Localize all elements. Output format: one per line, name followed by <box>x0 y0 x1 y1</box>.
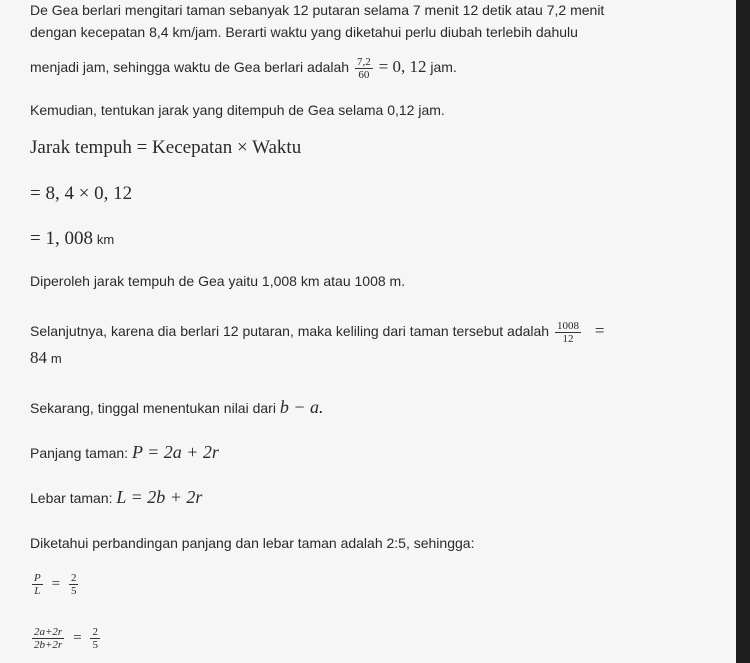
formula-step-2 <box>30 228 114 250</box>
ratio-p-over-l <box>32 572 43 597</box>
width-formula: L = 2b + 2r <box>116 487 203 507</box>
formula-step-2-unit: km <box>96 232 115 247</box>
dark-page-edge <box>736 0 750 663</box>
ratio-expression-numerator: 2a+2r <box>34 626 63 638</box>
ratio-expression <box>32 626 64 651</box>
time-fraction-numerator: 7,2 <box>356 56 371 68</box>
ratio-two-fifths-1 <box>69 572 79 597</box>
text-line-10 <box>30 348 62 368</box>
ratio-l: L <box>34 585 41 597</box>
b-minus-a: b − a. <box>279 397 324 417</box>
time-unit: jam. <box>430 59 457 76</box>
formula-step-2-value: = 1, 008 <box>30 228 93 249</box>
ratio-denominator-1: 5 <box>70 585 77 597</box>
ratio-numerator-1: 2 <box>70 572 77 584</box>
time-fraction <box>355 56 373 81</box>
ratio-two-fifths-2 <box>90 626 100 651</box>
length-label: Panjang taman: <box>30 445 129 461</box>
perimeter-fraction-numerator: 1008 <box>556 320 579 332</box>
text-line-4: Kemudian, tentukan jarak yang ditempuh de Gea selama 0,12 jam. <box>30 102 445 118</box>
perimeter-value: 84 <box>30 348 47 367</box>
text-line-3 <box>30 56 457 81</box>
formula-step-1: = 8, 4 × 0, 12 <box>30 183 133 204</box>
width-label: Lebar taman: <box>30 490 113 506</box>
ratio-equals-2: = <box>73 630 82 647</box>
text-line-12 <box>30 442 219 463</box>
length-formula: P = 2a + 2r <box>131 442 219 462</box>
text-line-14: Diketahui perbandingan panjang dan lebar taman adalah 2:5, sehingga: <box>30 535 475 551</box>
ratio-p: P <box>34 572 41 584</box>
ratio-equals-1: = <box>51 576 61 593</box>
perimeter-equals: = <box>594 321 605 341</box>
formula-distance: Jarak tempuh = Kecepatan × Waktu <box>30 137 302 158</box>
ratio-line-2 <box>30 626 102 651</box>
ratio-denominator-2: 5 <box>92 639 98 651</box>
text-line-9-prefix: Selanjutnya, karena dia berlari 12 putaran, maka keliling dari taman tersebut adalah <box>30 323 550 340</box>
text-line-11-prefix: Sekarang, tinggal menentukan nilai dari <box>30 400 276 416</box>
text-line-9 <box>30 320 604 345</box>
text-line-13 <box>30 487 202 508</box>
time-fraction-denominator: 60 <box>358 69 370 81</box>
text-line-11 <box>30 397 323 418</box>
text-line-2: dengan kecepatan 8,4 km/jam. Berarti waktu yang diketahui perlu diubah terlebih dahulu <box>30 24 578 40</box>
text-line-1: De Gea berlari mengitari taman sebanyak 12 putaran selama 7 menit 12 detik atau 7,2 menit <box>30 2 605 18</box>
text-line-8: Diperoleh jarak tempuh de Gea yaitu 1,008 km atau 1008 m. <box>30 273 406 289</box>
text-line-3-prefix: menjadi jam, sehingga waktu de Gea berlari adalah <box>30 59 350 76</box>
ratio-line-1 <box>30 572 80 597</box>
ratio-expression-denominator: 2b+2r <box>34 639 63 651</box>
time-result: = 0, 12 <box>378 57 427 77</box>
ratio-numerator-2: 2 <box>92 626 98 638</box>
perimeter-unit: m <box>50 351 62 366</box>
perimeter-fraction-denominator: 12 <box>562 333 574 345</box>
perimeter-fraction <box>555 320 581 345</box>
